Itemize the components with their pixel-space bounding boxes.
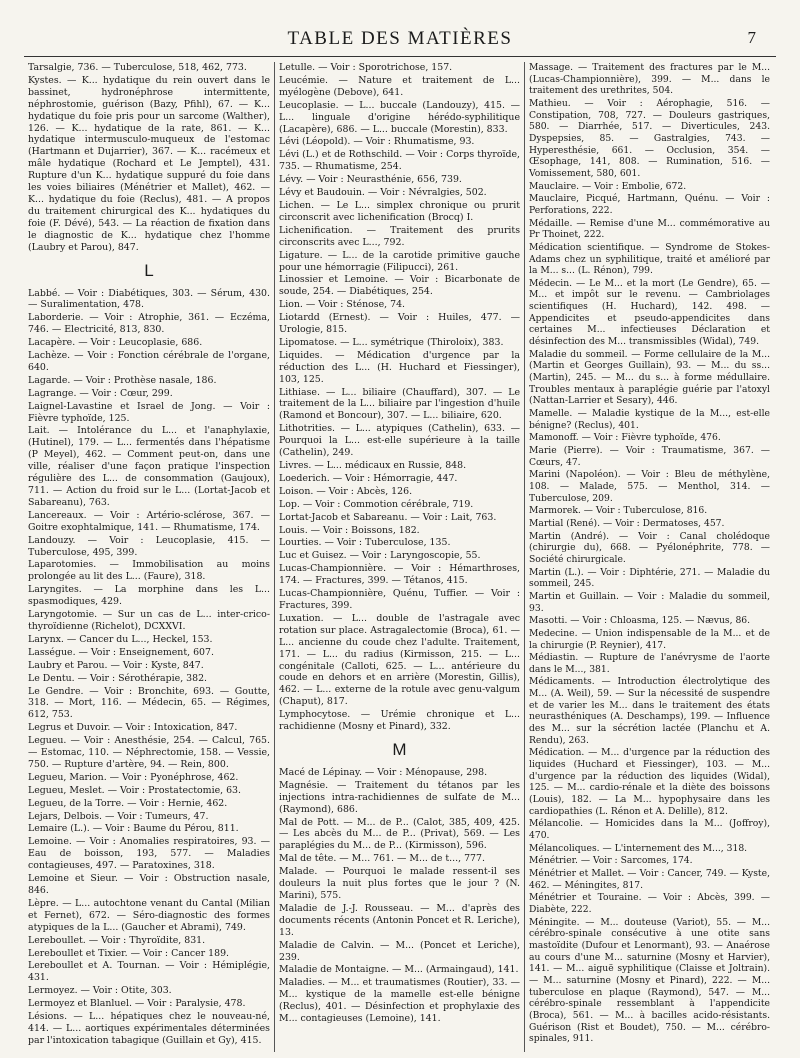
index-entry: Lithotrities. — L... atypiques (Cathelin), 633. — Pourquoi la L... est-elle supérieure à la taille (Cathelin), 249. [279, 423, 520, 459]
index-column-1 [24, 62, 274, 1052]
index-entry: Lévy. — Voir : Neurasthénie, 656, 739. [279, 174, 462, 186]
index-entry: Masotti. — Voir : Chloasma, 125. — Nævus, 86. [529, 615, 751, 627]
index-entry: Lymphocytose. — Urémie chronique et L... rachidienne (Mosny et Pinard), 332. [279, 709, 520, 733]
index-entry: Mathieu. — Voir : Aérophagie, 516. — Constipation, 708, 727. — Douleurs gastriques, 580. — Diarrhée, 517. — Diverticules, 243. Dyspepsies, 85. — Gastralgies, 743. — Hyperesthésie, 661. — Occlusion, 354. — Œsophage, 141, 808. — Rumination, 516. — Vomissement, 580, 601. [529, 97, 770, 179]
index-entry: Lithiase. — L... biliaire (Chauffard), 307. — Le traitement de la L... biliaire par l'ingestion d'huile (Ramond et Boncour), 307. — L... biliaire, 620. [279, 386, 520, 422]
index-entry: Mélancolie. — Homicides dans la M... (Joffroy), 470. [529, 818, 770, 841]
index-entry: Martin et Guillain. — Voir : Maladie du sommeil, 93. [529, 590, 770, 614]
index-entry: Louis. — Voir : Boissons, 182. [279, 524, 420, 536]
index-entry: Médicaments. — Introduction électrolytique des M... (A. Weil), 59. — Sur la nécessité de suspendre et de varier les M... dans le traitement des états neurasthéniques (A. Deschamps), 199. — Influence des M... sur la sécrétion lactée (Planchu et A. Rendu), 263. [529, 676, 770, 746]
index-entry: Medecine. — Union indispensable de la M... et de la chirurgie (P. Reynier), 417. [529, 627, 770, 651]
index-entry: Lourties. — Voir : Tuberculose, 135. [279, 537, 451, 549]
index-entry: Médecin. — Le M... et la mort (Le Gendre), 65. — M... et impôt sur le revenu. — Cambriolages scientifiques (H. Huchard), 142. 498. — Appendicites et pseudo-appendicites dans certaines M... infectieuses Déclaration et désinfection des M... transmissibles (Widal), 749. [529, 277, 770, 348]
section-letter: M [392, 739, 407, 759]
index-column-3 [524, 62, 774, 1052]
index-entry: Maladie du sommeil. — Forme cellulaire de la M... (Martin et Georges Guillain), 93. — M... du ss... (Martin), 245. — M... du s... à forme médullaire. Troubles mentaux à paraplégie guérie par l'atoxyl (Nattan-Larrier et Sesary), 446. [529, 348, 770, 407]
index-entry: Martin (L.). — Voir : Diphtérie, 271. — Maladie du sommeil, 245. [529, 566, 770, 590]
index-entry: Legueu. — Voir : Anesthésie, 254. — Calcul, 765. — Estomac, 110. — Néphrectomie, 158. — Vessie, 750. — Rupture d'artère, 94. — Rein, 800. [28, 735, 270, 770]
index-entry: Lemoine et Sieur. — Voir : Obstruction nasale, 846. [28, 873, 270, 896]
index-entry: Ménétrier et Mallet. — Voir : Cancer, 749. — Kyste, 462. — Méningites, 817. [529, 867, 770, 891]
index-entry: Larynx. — Cancer du L..., Heckel, 153. [28, 633, 213, 645]
index-entry: Legrus et Duvoir. — Voir : Intoxication, 847. [28, 722, 238, 734]
index-entry: Magnésie. — Traitement du tétanos par les injections intra-rachidiennes de sulfate de M... (Raymond), 686. [279, 779, 520, 815]
index-entry: Mauclaire. — Voir : Embolie, 672. [529, 180, 687, 192]
index-entry: Landouzy. — Voir : Leucoplasie, 415. — Tuberculose, 495, 399. [28, 534, 270, 558]
index-entry: Méningite. — M... douteuse (Variot), 55. — M... cérébro-spinale consécutive à une otite sans mastoïdite (Dufour et Lenormant), 93. — Anaérose au cours d'une M... saturnine (Mosny et Harvier), 141. — M... aiguë syphilitique (Claisse et Joltrain). — M... saturnine (Mosny et Pinard), 222. — M... tuberculose en plaque (Raymond), 547. — M... cérébro-spinale ressemblant à l'appendicite (Broca), 561. — M... à bacilles acido-résistants. Guérison (Rist et Boudet), 750. — M... cérébro-spinales, 911. [529, 916, 770, 1045]
index-entry: Laborderie. — Voir : Atrophie, 361. — Eczéma, 746. — Electricité, 813, 830. [28, 312, 270, 336]
index-entry: Lemaire (L.). — Voir : Baume du Pérou, 811. [28, 823, 239, 835]
index-entry: Lermoyez et Blanluel. — Voir : Paralysie, 478. [28, 998, 246, 1010]
index-entry: Lemoine. — Voir : Anomalies respiratoires, 93. — Eau de boisson, 193, 577. — Maladies contagieuses, 497. — Paratoxines, 318. [28, 836, 270, 872]
header-rule [24, 56, 776, 57]
index-entry: Médication scientifique. — Syndrome de Stokes-Adams chez un syphilitique, traité et amélioré par la M... s... (L. Rénon), 799. [529, 241, 770, 277]
index-entry: Livres. — L... médicaux en Russie, 848. [279, 460, 467, 471]
index-entry: Le Dentu. — Voir : Sérothérapie, 382. [28, 672, 208, 684]
index-entry: Martin (André). — Voir : Canal cholédoque (chirurgie du), 668. — Pyélonéphrite, 778. — Société chirurgicale. [529, 530, 770, 565]
index-entry: Maladie de Calvin. — M... (Poncet et Leriche), 239. [279, 939, 520, 963]
index-entry: Lermoyez. — Voir : Otite, 303. [28, 985, 172, 997]
index-entry: Laubry et Parou. — Voir : Kyste, 847. [28, 659, 204, 671]
index-entry: Lachèze. — Voir : Fonction cérébrale de l'organe, 640. [28, 350, 270, 373]
index-entry: Mélancoliques. — L'internement des M..., 318. [529, 842, 748, 854]
index-entry: Lancereaux. — Voir : Artério-sclérose, 367. — Goitre exophtalmique, 141. — Rhumatisme, 174. [28, 509, 270, 533]
page-number: 7 [747, 28, 756, 47]
index-entry: Massage. — Traitement des fractures par le M... (Lucas-Championnière), 399. — M... dans le traitement des urethrites, 504. [529, 62, 770, 97]
index-entry: Lait. — Intolérance du L... et l'anaphylaxie, (Hutinel), 179. — L... fermentés dans l'hépatisme (P Meyel), 462. — Comment peut-on, dans une ville, réaliser d'une façon pratique l'inspection régulière des L... de consommation (Gaujoux), 711. — Action du froid sur le L... (Lortat-Jacob et Sabareanu), 763. [28, 425, 270, 508]
index-entry: Lacapère. — Voir : Leucoplasie, 686. [28, 337, 203, 349]
index-columns [24, 62, 776, 1052]
index-entry: Laparotomies. — Immobilisation au moins prolongée au lit des L... (Faure), 318. [28, 559, 270, 583]
index-entry: Lereboullet. — Voir : Thyroïdite, 831. [28, 934, 206, 946]
index-entry: Labbé. — Voir : Diabétiques, 303. — Sérum, 430. — Suralimentation, 478. [28, 287, 270, 311]
index-entry: Lucas-Championnière, Quénu, Tuffier. — Voir : Fractures, 399. [279, 588, 520, 611]
index-entry: Lagrange. — Voir : Cœur, 299. [28, 387, 173, 399]
index-entry: Le Gendre. — Voir : Bronchite, 693. — Goutte, 318. — Mort, 116. — Médecin, 65. — Régimes, 612, 753. [28, 685, 270, 721]
section-letter: L [144, 260, 154, 280]
index-entry: Lévi (L.) et de Rothschild. — Voir : Corps thyroïde, 735. — Rhumatisme, 254. [279, 149, 520, 173]
index-entry: Laryngotomie. — Sur un cas de L... inter-crico-thyroïdienne (Richelot), DCXXVI. [28, 609, 270, 632]
index-entry: Luxation. — L... double de l'astragale avec rotation sur place. Astragalectomie (Broca), 61. — L... ancienne du coude chez l'adulte. Traitement, 171. — L... du radius (Kirmisson, 215. — L... congénitale (Calloti, 625. — L... antérieure du coude en dehors et en arrière (Morestin, Gillis), 462. — L... externe de la rotule avec genu-valgum (Chaput), 817. [279, 612, 520, 708]
index-entry: Maladies. — M... et traumatismes (Routier), 33. — M... kystique de la mamelle est-elle bénigne (Reclus), 401. — Désinfection et prophylaxie des M... contagieuses (Lemoine), 141. [279, 977, 520, 1025]
index-entry: Lévi (Léopold). — Voir : Rhumatisme, 93. [279, 136, 475, 148]
index-entry: Loederich. — Voir : Hémorragie, 447. [279, 472, 458, 484]
index-entry: Lion. — Voir : Sténose, 74. [279, 299, 406, 311]
page-title: TABLE DES MATIÈRES [287, 28, 513, 49]
index-entry: Médication. — M... d'urgence par la réduction des liquides (Huchard et Fiessinger), 103. — M... d'urgence par la réduction des liquides (Widal), 125. — M... cardio-rénale et la diète des boissons (Louis), 182. — La M... hypophysaire dans les cardiopathies (L. Rénon et A. Delille), 812. [529, 747, 770, 817]
index-entry: Ligature. — L... de la carotide primitive gauche pour une hémorragie (Filipucci), 261. [279, 249, 520, 273]
index-entry: Ménétrier. — Voir : Sarcomes, 174. [529, 855, 693, 867]
index-entry: Lévy et Baudouin. — Voir : Névralgies, 502. [279, 187, 487, 199]
index-entry: Legueu, Meslet. — Voir : Prostatectomie, 63. [28, 784, 241, 796]
index-entry: Luc et Guisez. — Voir : Laryngoscopie, 55. [279, 550, 481, 562]
index-entry: Mamonoff. — Voir : Fièvre typhoïde, 476. [529, 432, 721, 444]
index-entry: Mal de tête. — M... 761. — M... de t..., 777. [279, 853, 485, 865]
index-entry: Legueu, de la Torre. — Voir : Hernie, 462. [28, 797, 228, 809]
index-entry: Marini (Napoléon). — Voir : Bleu de méthylène, 108. — Malade, 575. — Menthol, 314. — Tuberculose, 209. [529, 469, 770, 504]
index-entry: Liotardd (Ernest). — Voir : Huiles, 477. — Urologie, 815. [279, 312, 520, 336]
index-entry: Kystes. — K... hydatique du rein ouvert dans le bassinet, hydronéphrose intermittente, néphrostomie, guérison (Bazy, Pfihl), 67. — K... hydatique du foie pris pour un sarcome (Walther), 126. — K... hydatique de la rate, 861. — K... hydatique intermusculo-muqueux de l'estomac (Hartmann et Dujarrier), 367. — K... racémeux et mâle hydatique (Rochard et Le Jemptel), 431. Rupture d'un K... hydatique suppuré du foie dans les voies biliaires (Ménétrier et Mallet), 462. — K... hydatique du foie (Reclus), 481. — A propos du traitement chirurgical des K... hydatiques du foie (F. Dévé), 543. — La réaction de fixation dans le diagnostic de K... hydatique chez l'homme (Laubry et Parou), 847. [28, 74, 270, 253]
index-entry: Lipomatose. — L... symétrique (Thiroloix), 383. [279, 336, 504, 348]
index-entry: Lereboullet et Tixier. — Voir : Cancer 189. [28, 947, 230, 959]
index-entry: Letulle. — Voir : Sporotrichose, 157. [279, 62, 453, 73]
index-entry: Mal de Pott. — M... de P... (Calot, 385, 409, 425. — Les abcès du M... de P... (Privat), 569. — Les paraplégies du M... de P... (Kirmisson), 596. [279, 816, 520, 852]
index-entry: Liquides. — Médication d'urgence par la réduction des L... (H. Huchard et Fiessinger), 103, 125. [279, 349, 520, 385]
index-entry: Martial (René). — Voir : Dermatoses, 457. [529, 517, 725, 529]
index-entry: Lichenification. — Traitement des prurits circonscrits avec L..., 792. [279, 224, 520, 248]
index-entry: Marmorek. — Voir : Tuberculose, 816. [529, 505, 708, 517]
index-entry: Lucas-Championnière. — Voir : Hémarthroses, 174. — Fractures, 399. — Tétanos, 415. [279, 563, 520, 587]
index-column-2 [274, 62, 524, 1052]
index-entry: Lejars, Delbois. — Voir : Tumeurs, 47. [28, 810, 209, 822]
index-entry: Médaille. — Remise d'une M... commémorative au Pr Thoinet, 222. [529, 217, 770, 241]
index-entry: Lèpre. — L... autochtone venant du Cantal (Milian et Fernet), 672. — Séro-diagnostic des formes atypiques de la L... (Gaucher et Abrami), 749. [28, 897, 270, 933]
index-entry: Linossier et Lemoine. — Voir : Bicarbonate de soude, 254. — Diabétiques, 254. [279, 274, 520, 298]
index-entry: Lagarde. — Voir : Prothèse nasale, 186. [28, 374, 217, 386]
index-entry: Macé de Lépinay. — Voir : Ménopause, 298. [279, 766, 488, 778]
index-entry: Mamelle. — Maladie kystique de la M..., est-elle bénigne? (Reclus), 401. [529, 408, 770, 431]
index-entry: Laryngites. — La morphine dans les L... spasmodiques, 429. [28, 584, 270, 608]
index-entry: Maladie de J.-J. Rousseau. — M... d'après des documents récents (Antonin Poncet et R. Leriche), 13. [279, 902, 520, 938]
index-entry: Mauclaire, Picqué, Hartmann, Quénu. — Voir : Perforations, 222. [529, 193, 770, 216]
index-entry: Malade. — Pourquoi le malade ressent-il ses douleurs la nuit plus fortes que le jour ? (N. Marini), 575. [279, 866, 520, 901]
page-header [0, 28, 800, 54]
index-entry: Lichen. — Le L... simplex chronique ou prurit circonscrit avec lichenification (Brocq) I. [279, 199, 520, 223]
index-entry: Lop. — Voir : Commotion cérébrale, 719. [279, 498, 474, 510]
index-entry: Marie (Pierre). — Voir : Traumatisme, 367. — Cœurs, 47. [529, 445, 770, 468]
index-entry: Leucémie. — Nature et traitement de L... myélogène (Debove), 641. [279, 74, 520, 98]
index-entry: Lasségue. — Voir : Enseignement, 607. [28, 646, 214, 658]
index-entry: Leucoplasie. — L... buccale (Landouzy), 415. — L... linguale d'origine hérédo-syphilitique (Lacapère), 686. — L... buccale (Morestin), 833. [279, 99, 520, 135]
index-entry: Laignel-Lavastine et Israel de Jong. — Voir : Fièvre typhoïde, 125. [28, 400, 270, 424]
index-entry: Legueu, Marion. — Voir : Pyonéphrose, 462. [28, 771, 239, 783]
index-entry: Loison. — Voir : Abcès, 126. [279, 485, 413, 497]
index-entry: Ménétrier et Touraine. — Voir : Abcès, 399. — Diabète, 222. [529, 892, 770, 915]
index-entry: Maladie de Montaigne. — M... (Armaingaud), 141. [279, 964, 519, 976]
index-entry: Lereboullet et A. Tournan. — Voir : Hémiplégie, 431. [28, 960, 270, 984]
index-entry: Tarsalgie, 736. — Tuberculose, 518, 462, 773. [28, 62, 247, 73]
index-entry: Lésions. — L... hépatiques chez le nouveau-né, 414. — L... aortiques expérimentales déterminées par l'intoxication tabagique (Guillain et Gy), 415. [28, 1011, 270, 1046]
index-entry: Médiastin. — Rupture de l'anévrysme de l'aorte dans le M..., 381. [529, 652, 770, 675]
index-entry: Lortat-Jacob et Sabareanu. — Voir : Lait, 763. [279, 511, 497, 523]
